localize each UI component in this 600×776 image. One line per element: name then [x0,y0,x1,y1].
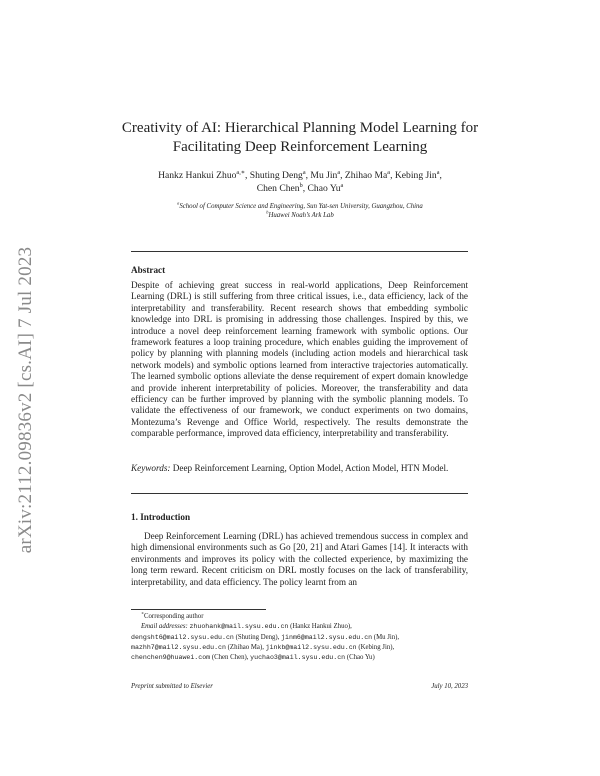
abstract-heading: Abstract [131,265,166,275]
email-address-link[interactable]: mazhh7@mail2.sysu.edu.cn [131,643,226,651]
email-owner: (Hankz Hankui Zhuo), [288,623,352,631]
email-owner: (Zhihao Ma), [225,643,264,651]
author-mark: a [340,181,344,189]
email-line [131,622,468,632]
corresponding-author-text: Corresponding author [144,613,204,620]
keywords-text: Deep Reinforcement Learning, Option Model, Action Model, HTN Model. [172,463,449,473]
email-address-link[interactable]: dengsht6@mail2.sysu.edu.cn [131,633,234,641]
email-address-link[interactable]: jinkb@mail2.sysu.edu.cn [265,643,357,651]
footnotes [131,612,468,663]
author-name: Zhihao Ma [344,170,388,181]
keywords [131,463,468,474]
author-mark: a [302,168,306,176]
email-label: Email addresses: [141,623,188,631]
affiliation-line [150,209,450,221]
email-line [131,653,468,663]
author-list: Hankz Hankui Zhuo$^{a,∗}$, Shuting Deng$^a$, Mu Jin$^a$, Zhihao Ma$^a$, Kebing Jin$^a$, Chen Chen$^b$, Chao Yu$^a$ [158,168,442,194]
affiliation-text: School of Computer Science and Engineering, Sun Yat-sen University, Guangzhou, China [179,203,423,210]
email-addresses [131,622,468,663]
author-mark: b [299,181,303,189]
affiliation-text: Huawei Noah’s Ark Lab [268,211,334,219]
author-name: Kebing Jin [394,170,437,181]
bottom-rule [131,493,468,494]
keywords-label: Keywords: [131,463,171,473]
email-owner: (Mu Jin), [372,633,400,641]
paper-title [120,119,480,157]
introduction-paragraph: Deep Reinforcement Learning (DRL) has achieved tremendous success in complex and high dimensional environments such as Go [20, 21] and Atari Games [14]. It interacts with environments and improves its policy with the collected experience, by maximizing the long term reward. Recent criticism on DRL mostly focuses on the lack of transferability, interpretability, and data efficiency. The policy learnt from an [131,531,468,587]
affiliation-mark: b [266,209,269,215]
author-name: Shuting Deng [249,170,303,181]
email-line [131,643,468,653]
corresponding-author-note: ∗Corresponding author [141,610,204,620]
author-name: Chao Yu [307,182,341,194]
author-mark: a [337,168,341,176]
author-name: Chen Chen [256,182,300,194]
author-mark: a [387,168,391,176]
email-owner: (Chen Chen), [210,654,249,662]
author-mark: a,∗ [236,168,245,176]
arxiv-sidebar [6,230,46,570]
email-address-link[interactable]: jinm6@mail2.sysu.edu.cn [281,633,373,641]
email-owner: (Chao Yu) [345,654,375,662]
email-line [131,633,468,643]
title-line-1: Creativity of AI: Hierarchical Planning Model Learning for [121,120,479,136]
email-address-link[interactable]: yuchao3@mail.sysu.edu.cn [250,654,346,662]
abstract-body: Despite of achieving great success in real-world applications, Deep Reinforcement Learning (DRL) is still suffering from three critical issues, i.e., data efficiency, lack of the interpretability and transferability. Recent research shows that embedding symbolic knowledge into DRL is promising in addressing those challenges. Inspired by this, we introduce a novel deep reinforcement learning framework with symbolic options. Our framework features a loop training procedure, which enables guiding the improvement of policy by planning with planning models (including action models and hierarchical task network models) and symbolic options learned from interactive trajectories automatically. The learned symbolic options alleviate the dense requirement of expert domain knowledge and provide inherent interpretability of policies. Moreover, the transferability and data efficiency can be further improved by planning with the symbolic planning models. To validate the effectiveness of our framework, we conduct experiments on two domains, Montezuma’s Revenge and Office World, respectively. The results demonstrate the comparable performance, improved data efficiency, interpretability and transferability. [131,280,468,439]
email-owner: (Kebing Jin), [356,643,395,651]
top-rule [131,251,468,252]
title-line-2: Facilitating Deep Reinforcement Learning [172,139,428,155]
author-name: Hankz Hankui Zhuo [158,170,237,181]
email-address-link[interactable]: chenchen9@huawei.com [131,654,211,662]
author-name: Mu Jin [310,170,338,181]
footnote-rule [131,609,266,610]
author-mark: a [436,168,440,176]
section-heading-introduction: 1. Introduction [131,512,191,522]
email-owner: (Shuting Deng), [233,633,280,641]
affiliation-mark: a [177,200,180,206]
preprint-date: July 10, 2023 [431,683,468,690]
email-address-link[interactable]: zhuohank@mail.sysu.edu.cn [189,623,289,631]
preprint-note: Preprint submitted to Elsevier [131,683,213,690]
arxiv-identifier: arXiv:2112.09836v2 [cs.AI] 7 Jul 2023 [15,246,36,554]
affiliations [150,200,450,220]
